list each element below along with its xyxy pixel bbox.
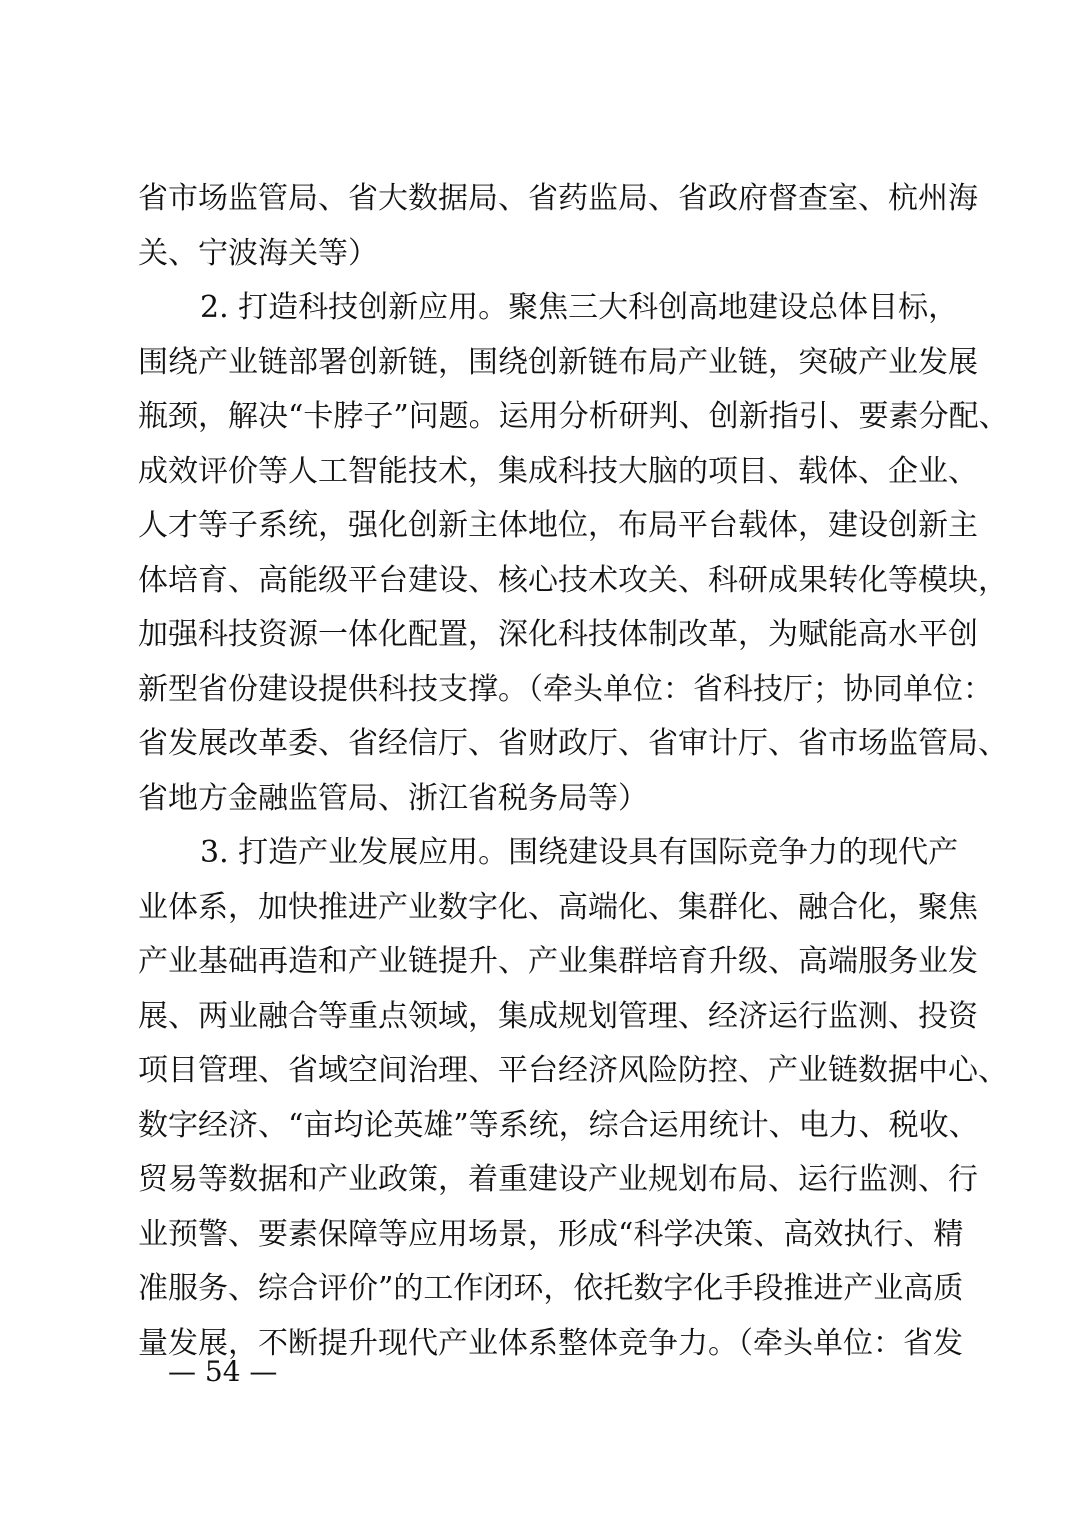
section-heading-line: 2. 打造科技创新应用。聚焦三大科创高地建设总体目标，: [200, 290, 959, 325]
text-line: 人才等子系统，强化创新主体地位，布局平台载体，建设创新主: [138, 508, 978, 543]
text-line: 围绕产业链部署创新链，围绕创新链布局产业链，突破产业发展: [138, 344, 978, 380]
text-line: 产业基础再造和产业链提升、产业集群培育升级、高端服务业发: [138, 944, 978, 979]
text-line: 业预警、要素保障等应用场景，形成“科学决策、高效执行、精: [138, 1216, 964, 1252]
text-line: 成效评价等人工智能技术，集成科技大脑的项目、载体、企业、: [138, 453, 978, 489]
text-line: 准服务、综合评价”的工作闭环，依托数字化手段推进产业高质: [138, 1271, 964, 1306]
section-heading-line: 3. 打造产业发展应用。围绕建设具有国际竞争力的现代产: [200, 835, 959, 870]
page-number: — 54 —: [168, 1355, 278, 1388]
text-line: 贸易等数据和产业政策，着重建设产业规划布局、运行监测、行: [138, 1162, 978, 1197]
text-line: 关、宁波海关等）: [138, 235, 378, 271]
text-line: 体培育、高能级平台建设、核心技术攻关、科研成果转化等模块，: [138, 562, 1008, 598]
body-text: [138, 172, 1009, 1371]
text-line: 展、两业融合等重点领域，集成规划管理、经济运行监测、投资: [138, 998, 978, 1034]
text-line: 省发展改革委、省经信厅、省财政厅、省审计厅、省市场监管局、: [138, 726, 1008, 761]
text-line: 省地方金融监管局、浙江省税务局等）: [138, 780, 648, 816]
text-line: 数字经济、“亩均论英雄”等系统，综合运用统计、电力、税收、: [138, 1107, 979, 1143]
text-line: 量发展，不断提升现代产业体系整体竞争力。（牵头单位：省发: [138, 1325, 963, 1361]
text-line: 新型省份建设提供科技支撑。（牵头单位：省科技厅；协同单位：: [138, 671, 993, 707]
text-line: 省市场监管局、省大数据局、省药监局、省政府督查室、杭州海: [138, 181, 978, 216]
text-line: 业体系，加快推进产业数字化、高端化、集群化、融合化，聚焦: [138, 889, 978, 925]
text-line: 项目管理、省域空间治理、平台经济风险防控、产业链数据中心、: [138, 1053, 1008, 1088]
text-line: 加强科技资源一体化配置，深化科技体制改革，为赋能高水平创: [138, 617, 978, 652]
text-line: 瓶颈，解决“卡脖子”问题。运用分析研判、创新指引、要素分配、: [138, 399, 1009, 434]
